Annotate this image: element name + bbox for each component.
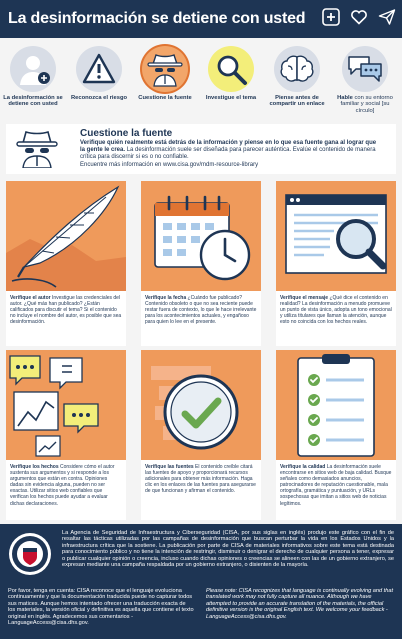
step-label-bold: Hable <box>337 95 353 101</box>
step-stops-with-you[interactable] <box>2 40 64 108</box>
card-body: Considere cómo el autor sustenta sus argumentos y si responde a los argumentos que están en contra. Opiniones dadas sin evidencia alguna, pueden no ser exactas. Utilizar sitios web confiables que verifican los hechos puede ayudar a evaluar dichas declaraciones. <box>10 464 115 507</box>
intro-heading: Cuestione la fuente <box>80 128 173 139</box>
card-check-author <box>6 181 126 346</box>
calendar-clock-illustration <box>141 181 261 291</box>
browser-magnifier-illustration <box>276 181 396 291</box>
card-body: ¿Qué dice el contenido en realidad? La desinformación a menudo promueve un punto de vista único, adopta un tono emocional y utiliza titulares que llaman la atención, aunque esto no coincida con los hechos reales. <box>280 295 392 326</box>
card-check-message <box>276 181 396 346</box>
steps-row <box>0 40 402 120</box>
quill-illustration <box>6 181 126 291</box>
spy-icon <box>142 46 188 92</box>
seal-icon <box>8 532 52 576</box>
intro-body: La desinformación suele ser diseñada para parecer auténtica. Evalúe el contenido de manera crítica para discernir si es o no confiable. <box>80 147 376 160</box>
resource-link[interactable]: Encuentre más información en www.cisa.gov/mdm-resource-library <box>80 162 259 168</box>
card-title: Verifique la calidad <box>280 464 326 470</box>
step-label: Reconozca el riesgo <box>70 95 128 101</box>
step-recognize-risk[interactable] <box>68 40 130 101</box>
page-title: La desinformación se detiene con usted <box>8 10 306 27</box>
card-check-facts <box>6 350 126 520</box>
step-label: Investigue el tema <box>205 95 257 101</box>
card-title: Verifique la fecha <box>145 295 187 301</box>
card-title: Verifique el mensaje <box>280 295 329 301</box>
header-bar <box>0 0 402 38</box>
magnifier-icon <box>208 46 254 92</box>
card-check-quality <box>276 350 396 520</box>
checklist-illustration <box>276 350 396 460</box>
speech-chart-illustration <box>6 350 126 460</box>
card-text <box>145 464 257 494</box>
step-think-before-sharing[interactable] <box>266 40 328 108</box>
step-label: Piense antes de compartir un enlace <box>269 95 325 108</box>
card-title: Verifique el autor <box>10 295 51 301</box>
card-text <box>280 295 392 325</box>
step-talk[interactable] <box>334 40 396 114</box>
checkmark-circle-illustration <box>141 350 261 460</box>
card-text <box>10 464 122 507</box>
intro-text <box>80 140 380 161</box>
footer <box>0 524 402 639</box>
intro-panel <box>6 124 396 174</box>
spanish-note: Por favor, tenga en cuenta: CISA reconoce que el lenguaje evoluciona continuamente y que la documentación traducida puede no capturar todos sus matices. Aunque hemos intentado ofrecer una traducción exacta de los materiales, la versión oficial y definitiva es aquella que contiene el texto original en inglés. Agradecemos sus comentarios - LanguageAccess@cisa.dhs.gov. <box>8 588 194 627</box>
card-body: Investigue las credenciales del autor. ¿Qué más han publicado? ¿Están calificados para discutir el tema? Si el contenido no incluye el nombre del autor, es posible que sea desinformación. <box>10 295 122 326</box>
card-check-sources <box>141 350 261 520</box>
intro-lead: Verifique quién realmente está detrás de la información y piense en lo que esa fuente gana al lograr que la gente le crea. <box>80 140 377 153</box>
step-label: La desinformación se detiene con usted <box>3 95 63 108</box>
step-question-source[interactable] <box>134 40 196 101</box>
card-text <box>10 295 122 325</box>
card-body: ¿Cuándo fue publicado? Contenido obsoleto o que no sea reciente puede restar fuera de contexto, lo que le hace irrelevante para los acontecimientos actuales, y engañoso para quien lo lee en el presente. <box>145 295 257 326</box>
card-body: La desinformación suele encontrarse en sitios web de baja calidad. Busque señales como demasiados anuncios, patrocinadores de reputación cuestionable, mala ortografía, gramática y puntuación, y URLs sospechosas que imitan a sitios web de noticias legítimos. <box>280 464 392 507</box>
card-text <box>280 464 392 507</box>
person-icon <box>10 46 56 92</box>
cisa-statement: La Agencia de Seguridad de Infraestructura y Ciberseguridad (CISA, por sus siglas en inglés) produjo este gráfico con el fin de resaltar las tácticas utilizadas por las campañas de desinformación que buscan perturbar la vida en los Estados Unidos y la infraestructura crítica que la sostiene. La publicación por parte de CISA de materiales informativos sobre este tema está destinada para conocimiento público y no tiene la intención de restringir, disminuir o denigrar el derecho de cualquier persona a tener, expresar o publicar cualquier opinión o creencia, incluso cuando dichas opiniones o creencias se alineen con las de un gobierno extranjero, se expresan mediante una campaña respaldada por un gobierno extranjero, o disienten de la mayoría. <box>62 530 394 569</box>
card-title: Verifique las fuentes <box>145 464 194 470</box>
english-note: Please note: CISA recognizes that language is continually evolving and that translated work may not fully capture all nuance. Although we have attempted to provide an accurate translation of the materials, the official definitive version is the original English text. We welcome your feedback - LanguageAccess@cisa.dhs.gov. <box>206 588 393 620</box>
spy-icon <box>14 128 60 168</box>
card-body: El contenido creíble citará las fuentes de apoyo y proporcionará recursos adicionales para obtener más información. Haga clic en los enlaces de las fuentes para asegurarse de que funcionan y afirman el contenido. <box>145 464 256 495</box>
brain-icon <box>274 46 320 92</box>
step-label: con su entorno familiar y social [su círculo] <box>340 95 393 114</box>
warning-icon <box>76 46 122 92</box>
heart-icon[interactable] <box>350 8 368 26</box>
step-label: Cuestione la fuente <box>138 95 192 101</box>
plus-icon[interactable] <box>322 8 340 26</box>
send-icon[interactable] <box>378 8 396 26</box>
card-text <box>145 295 257 325</box>
card-title: Verifique los hechos <box>10 464 59 470</box>
step-investigate-topic[interactable] <box>200 40 262 101</box>
card-check-date <box>141 181 261 346</box>
chat-icon <box>342 46 388 92</box>
